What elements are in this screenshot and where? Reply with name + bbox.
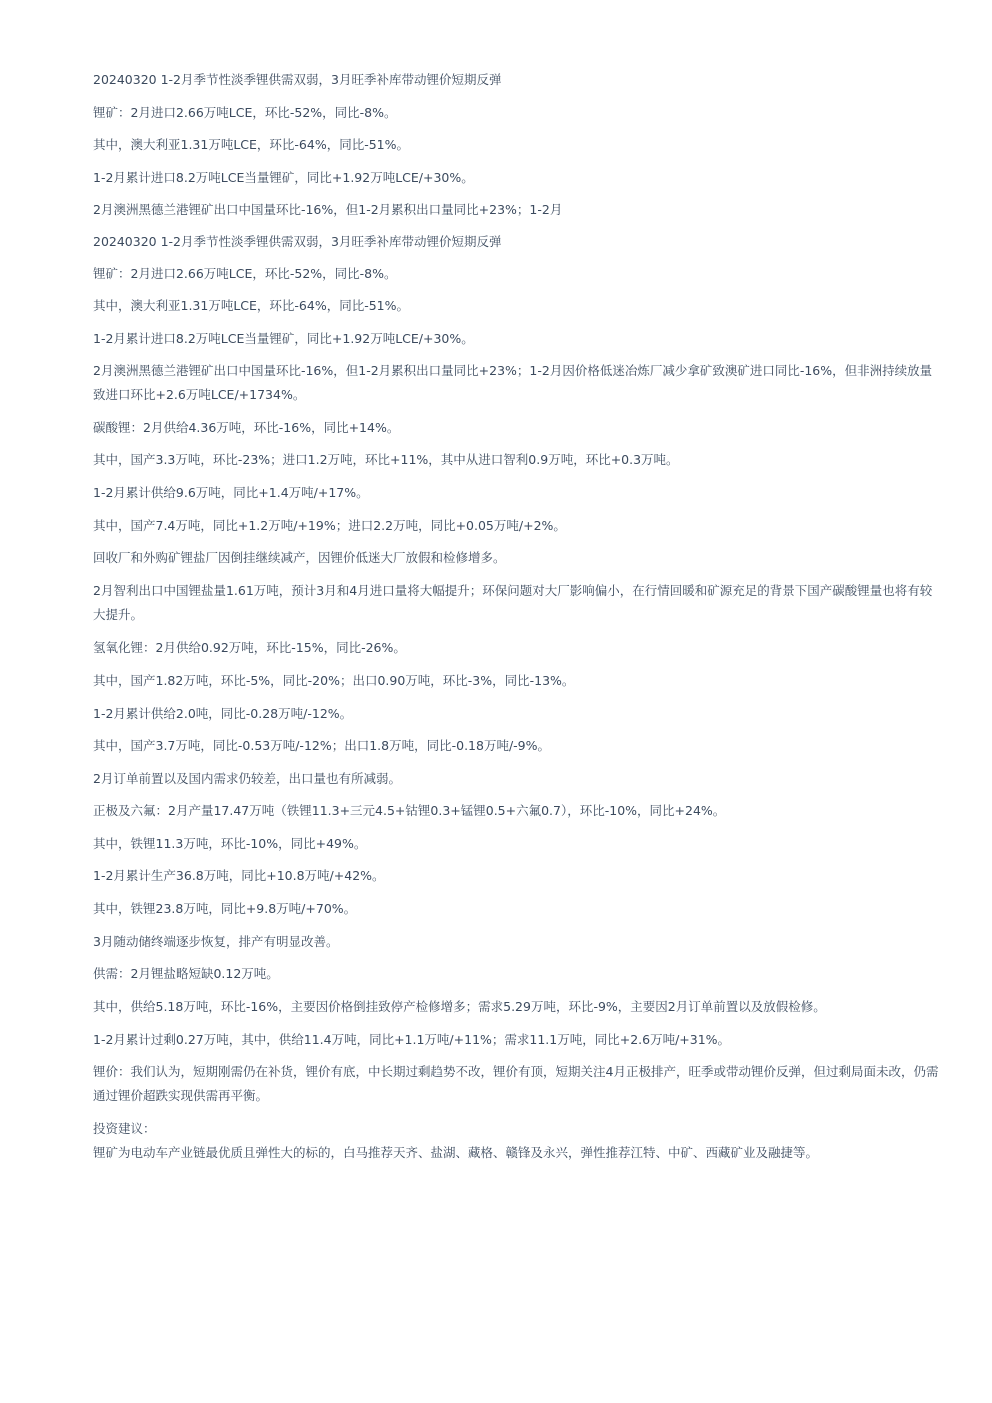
section-heading-supply-demand: 供需：2月锂盐略短缺0.12万吨。 [93,966,279,981]
text-line: 2月澳洲黑德兰港锂矿出口中国量环比-16%，但1-2月累积出口量同比+23%；1-2月 [93,202,563,217]
text-line: 2月订单前置以及国内需求仍较差，出口量也有所减弱。 [93,771,401,786]
text-paragraph: 2月澳洲黑德兰港锂矿出口中国量环比-16%，但1-2月累积出口量同比+23%；1-2月因价格低迷冶炼厂减少拿矿致澳矿进口同比-16%，但非洲持续放量致进口环比+2.6万吨LCE/+1734%。 [93,363,933,402]
section-heading-lithium-hydroxide: 氢氧化锂：2月供给0.92万吨，环比-15%，同比-26%。 [93,640,406,655]
text-paragraph: 锂价：我们认为，短期刚需仍在补货，锂价有底，中长期过剩趋势不改，锂价有顶，短期关注4月正极排产，旺季或带动锂价反弹，但过剩局面未改，仍需通过锂价超跌实现供需再平衡。 [93,1064,939,1103]
text-line: 其中，国产1.82万吨，环比-5%，同比-20%；出口0.90万吨，环比-3%，同比-13%。 [93,673,575,688]
section-heading-lithium-carbonate: 碳酸锂：2月供给4.36万吨，环比-16%，同比+14%。 [93,420,400,435]
title-line: 20240320 1-2月季节性淡季锂供需双弱，3月旺季补库带动锂价短期反弹 [93,72,502,87]
text-line: 其中，国产3.3万吨，环比-23%；进口1.2万吨，环比+11%，其中从进口智利0.9万吨，环比+0.3万吨。 [93,452,679,467]
text-line: 1-2月累计供给2.0吨，同比-0.28万吨/-12%。 [93,706,353,721]
title-line: 20240320 1-2月季节性淡季锂供需双弱，3月旺季补库带动锂价短期反弹 [93,234,502,249]
text-line: 1-2月累计生产36.8万吨，同比+10.8万吨/+42%。 [93,868,385,883]
text-line: 1-2月累计过剩0.27万吨，其中，供给11.4万吨，同比+1.1万吨/+11%；需求11.1万吨，同比+2.6万吨/+31%。 [93,1032,731,1047]
text-line: 锂矿：2月进口2.66万吨LCE，环比-52%，同比-8%。 [93,266,397,281]
text-line: 1-2月累计进口8.2万吨LCE当量锂矿，同比+1.92万吨LCE/+30%。 [93,170,474,185]
text-line: 其中，澳大利亚1.31万吨LCE，环比-64%，同比-51%。 [93,137,410,152]
text-line: 回收厂和外购矿锂盐厂因倒挂继续减产，因锂价低迷大厂放假和检修增多。 [93,550,506,565]
text-paragraph: 2月智利出口中国锂盐量1.61万吨，预计3月和4月进口量将大幅提升；环保问题对大厂影响偏小，在行情回暖和矿源充足的背景下国产碳酸锂量也将有较大提升。 [93,583,933,622]
text-line: 3月随动储终端逐步恢复，排产有明显改善。 [93,934,339,949]
text-line: 其中，国产7.4万吨，同比+1.2万吨/+19%；进口2.2万吨，同比+0.05万吨/+2%。 [93,518,566,533]
text-line: 1-2月累计进口8.2万吨LCE当量锂矿，同比+1.92万吨LCE/+30%。 [93,331,474,346]
text-line: 其中，铁锂11.3万吨，环比-10%，同比+49%。 [93,836,367,851]
section-heading-cathode: 正极及六氟：2月产量17.47万吨（铁锂11.3+三元4.5+钴锂0.3+锰锂0.5+六氟0.7），环比-10%，同比+24%。 [93,803,726,818]
text-line: 其中，澳大利亚1.31万吨LCE，环比-64%，同比-51%。 [93,298,410,313]
text-line: 锂矿：2月进口2.66万吨LCE，环比-52%，同比-8%。 [93,105,397,120]
text-line: 1-2月累计供给9.6万吨，同比+1.4万吨/+17%。 [93,485,369,500]
text-line: 其中，铁锂23.8万吨，同比+9.8万吨/+70%。 [93,901,357,916]
text-line: 锂矿为电动车产业链最优质且弹性大的标的，白马推荐天齐、盐湖、藏格、赣锋及永兴，弹性推荐江特、中矿、西藏矿业及融捷等。 [93,1145,819,1160]
text-line: 其中，国产3.7万吨，同比-0.53万吨/-12%；出口1.8万吨，同比-0.18万吨/-9%。 [93,738,551,753]
text-line: 其中，供给5.18万吨，环比-16%，主要因价格倒挂致停产检修增多；需求5.29万吨，环比-9%，主要因2月订单前置以及放假检修。 [93,999,826,1014]
section-heading-investment: 投资建议： [93,1121,156,1136]
